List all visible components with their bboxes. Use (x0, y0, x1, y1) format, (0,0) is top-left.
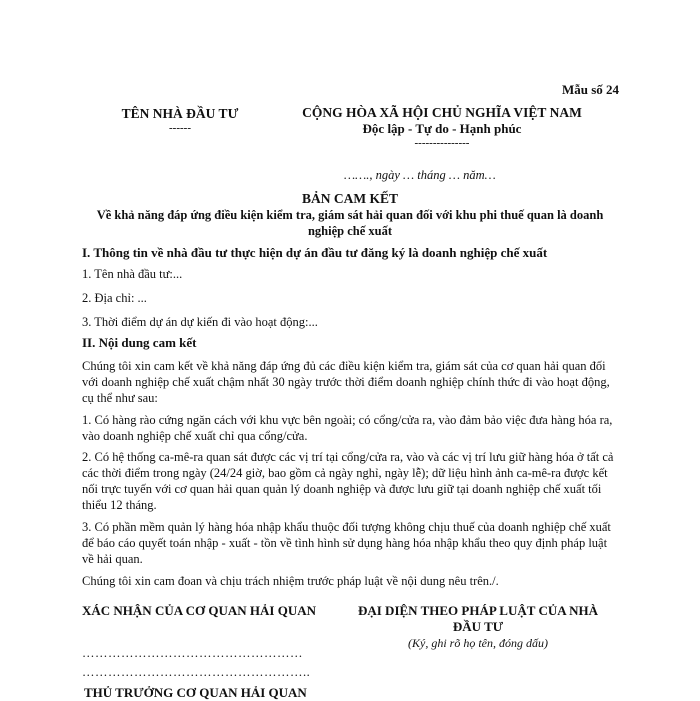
customs-head-title: THỦ TRƯỞNG CƠ QUAN HẢI QUAN (84, 685, 307, 700)
legal-representative-title: ĐẠI DIỆN THEO PHÁP LUẬT CỦA NHÀ ĐẦU TƯ (357, 603, 599, 634)
investor-header (80, 106, 280, 134)
form-number: Mẫu số 24 (561, 82, 619, 97)
commitment-point-2: 2. Có hệ thống ca-mê-ra quan sát được các vị trí tại cổng/cửa ra, vào và các vị trí lưu giữ hàng hóa ở tất cả các thời điểm trong ngày (24/24 giờ, bao gồm cả ngày nghỉ, ngày lễ); dữ liệu hình ảnh ca-mê-ra được kết nối trực tuyến với cơ quan hải quan quản lý doanh nghiệp và được lưu giữ tại doanh nghiệp chế xuất tối thiểu 12 tháng. (82, 450, 614, 512)
document-title: BẢN CAM KẾT (301, 191, 398, 206)
commitment-point-3: 3. Có phần mềm quản lý hàng hóa nhập khẩu thuộc đối tượng không chịu thuế của doanh nghiệp chế xuất để báo cáo quyết toán nhập - xuất - tồn về tình hình sử dụng hàng hóa nhập khẩu theo quy định pháp luật về hải quan. (82, 520, 611, 566)
list-item: 2. Địa chỉ: ... (82, 291, 147, 305)
section-2-heading: II. Nội dung cam kết (82, 335, 197, 350)
national-header (268, 105, 616, 149)
commitment-point-1: 1. Có hàng rào cứng ngăn cách với khu vực bên ngoài; có cổng/cửa ra, vào đảm bảo việc đưa hàng hóa ra, vào doanh nghiệp chế xuất chỉ qua cổng/cửa. (82, 413, 613, 443)
country-name: CỘNG HÒA XÃ HỘI CHỦ NGHĨA VIỆT NAM (302, 105, 582, 120)
document-subtitle: Về khả năng đáp ứng điều kiện kiểm tra, giám sát hải quan đối với khu phi thuế quan là doanh nghiệp chế xuất (96, 208, 604, 238)
signature-dots-line: …………………………………………… (82, 646, 303, 660)
investor-label: TÊN NHÀ ĐẦU TƯ (121, 106, 239, 121)
motto-dashes: --------------- (414, 137, 470, 149)
section-1-heading: I. Thông tin về nhà đầu tư thực hiện dự án đầu tư đăng ký là doanh nghiệp chế xuất (82, 245, 548, 260)
national-motto: Độc lập - Tự do - Hạnh phúc (362, 121, 522, 136)
signature-instruction: (Ký, ghi rõ họ tên, đóng dấu) (408, 636, 548, 650)
date-line: ……., ngày … tháng … năm… (344, 168, 496, 182)
commitment-intro: Chúng tôi xin cam kết về khả năng đáp ứng đủ các điều kiện kiểm tra, giám sát của cơ quan hải quan đối với doanh nghiệp chế xuất chậm nhất 30 ngày trước thời điểm doanh nghiệp chính thức đi vào hoạt động, cụ thể như sau: (82, 359, 610, 405)
list-item: 3. Thời điểm dự án dự kiến đi vào hoạt động:... (82, 315, 318, 329)
investor-dashes: ------ (169, 122, 191, 134)
customs-confirmation-title: XÁC NHẬN CỦA CƠ QUAN HẢI QUAN (82, 603, 316, 618)
commitment-closing: Chúng tôi xin cam đoan và chịu trách nhiệm trước pháp luật về nội dung nêu trên./. (82, 574, 499, 588)
signature-dots-line: …………………………………………….. (82, 665, 311, 679)
list-item: 1. Tên nhà đầu tư:... (82, 267, 183, 281)
